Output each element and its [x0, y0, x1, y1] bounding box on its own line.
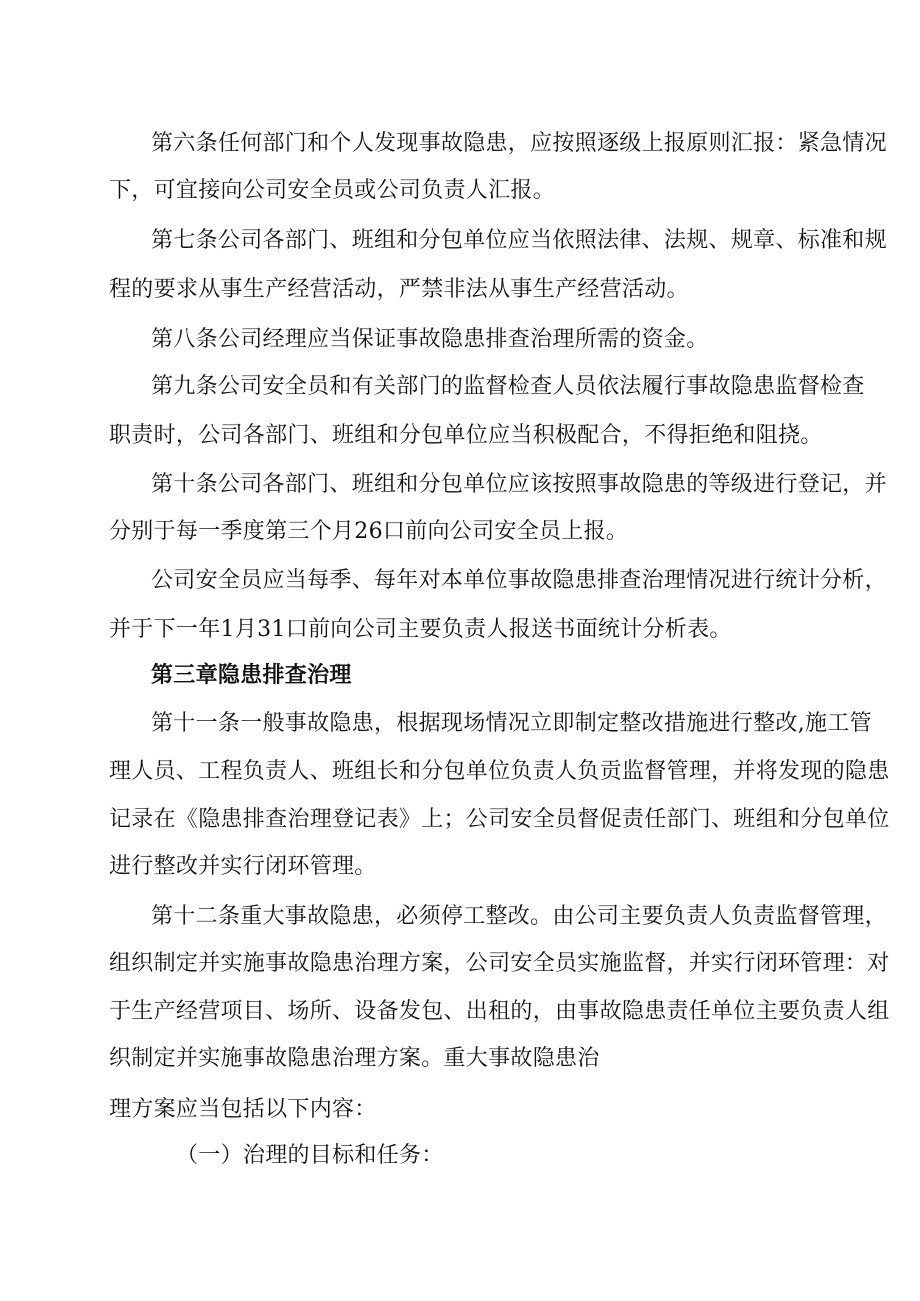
article-11-line-1: 第十一条一般事故隐患，根据现场情况立即制定整改措施进行整改,施工管	[151, 711, 872, 736]
article-9-line-1: 第九条公司安全员和有关部门的监督检查人员依法履行事故隐患监督检查	[151, 374, 865, 399]
list-item-1: （一）治理的目标和任务：	[176, 1143, 444, 1168]
statistics-line-1: 公司安全员应当每季、每年对本单位事故隐患排查治理情况进行统计分析，	[151, 568, 887, 593]
article-11-line-4: 进行整改并实行闭环管理。	[109, 854, 377, 879]
article-12-line-3: 于生产经营项目、场所、设备发包、出租的，由事故隐患责任单位主要负责人组	[109, 999, 890, 1024]
article-10-line-2: 分别于每一季度第三个月26口前向公司安全员上报。	[109, 519, 629, 544]
article-6-line-1: 第六条任何部门和个人发现事故隐患，应按照逐级上报原则汇报：紧急情况	[151, 131, 887, 156]
article-7-line-1: 第七条公司各部门、班组和分包单位应当依照法律、法规、规章、标准和规	[151, 228, 887, 253]
article-11-line-3: 记录在《隐患排查治理登记表》上；公司安全员督促责任部门、班组和分包单位	[109, 807, 890, 832]
article-9-line-2: 职责时，公司各部门、班组和分包单位应当积极配合，不得拒绝和阻挠。	[109, 423, 823, 448]
article-7-line-2: 程的要求从事生产经营活动，严禁非法从事生产经营活动。	[109, 277, 689, 302]
article-12-line-5: 理方案应当包括以下内容：	[109, 1097, 377, 1122]
article-12-line-2: 组织制定并实施事故隐患治理方案，公司安全员实施监督，并实行闭环管理：对	[109, 951, 890, 976]
article-12-line-1: 第十二条重大事故隐患，必须停工整改。由公司主要负责人负责监督管理，	[151, 904, 887, 929]
statistics-line-2: 并于下一年1月31口前向公司主要负责人报送书面统计分析表。	[109, 617, 732, 642]
article-10-line-1: 第十条公司各部门、班组和分包单位应该按照事故隐患的等级进行登记，并	[151, 472, 887, 497]
article-12-line-4: 织制定并实施事故隐患治理方案。重大事故隐患治	[109, 1046, 600, 1071]
article-11-line-2: 理人员、工程负责人、班组长和分包单位负责人负贡监督管理，并将发现的隐患	[109, 759, 890, 784]
article-6-line-2: 下，可宜接向公司安全员或公司负责人汇报。	[109, 178, 556, 203]
article-8-line-1: 第八条公司经理应当保证事故隐患排查治理所需的资金。	[151, 327, 709, 352]
chapter-3-heading: 第三章隐患排查治理	[151, 663, 352, 688]
